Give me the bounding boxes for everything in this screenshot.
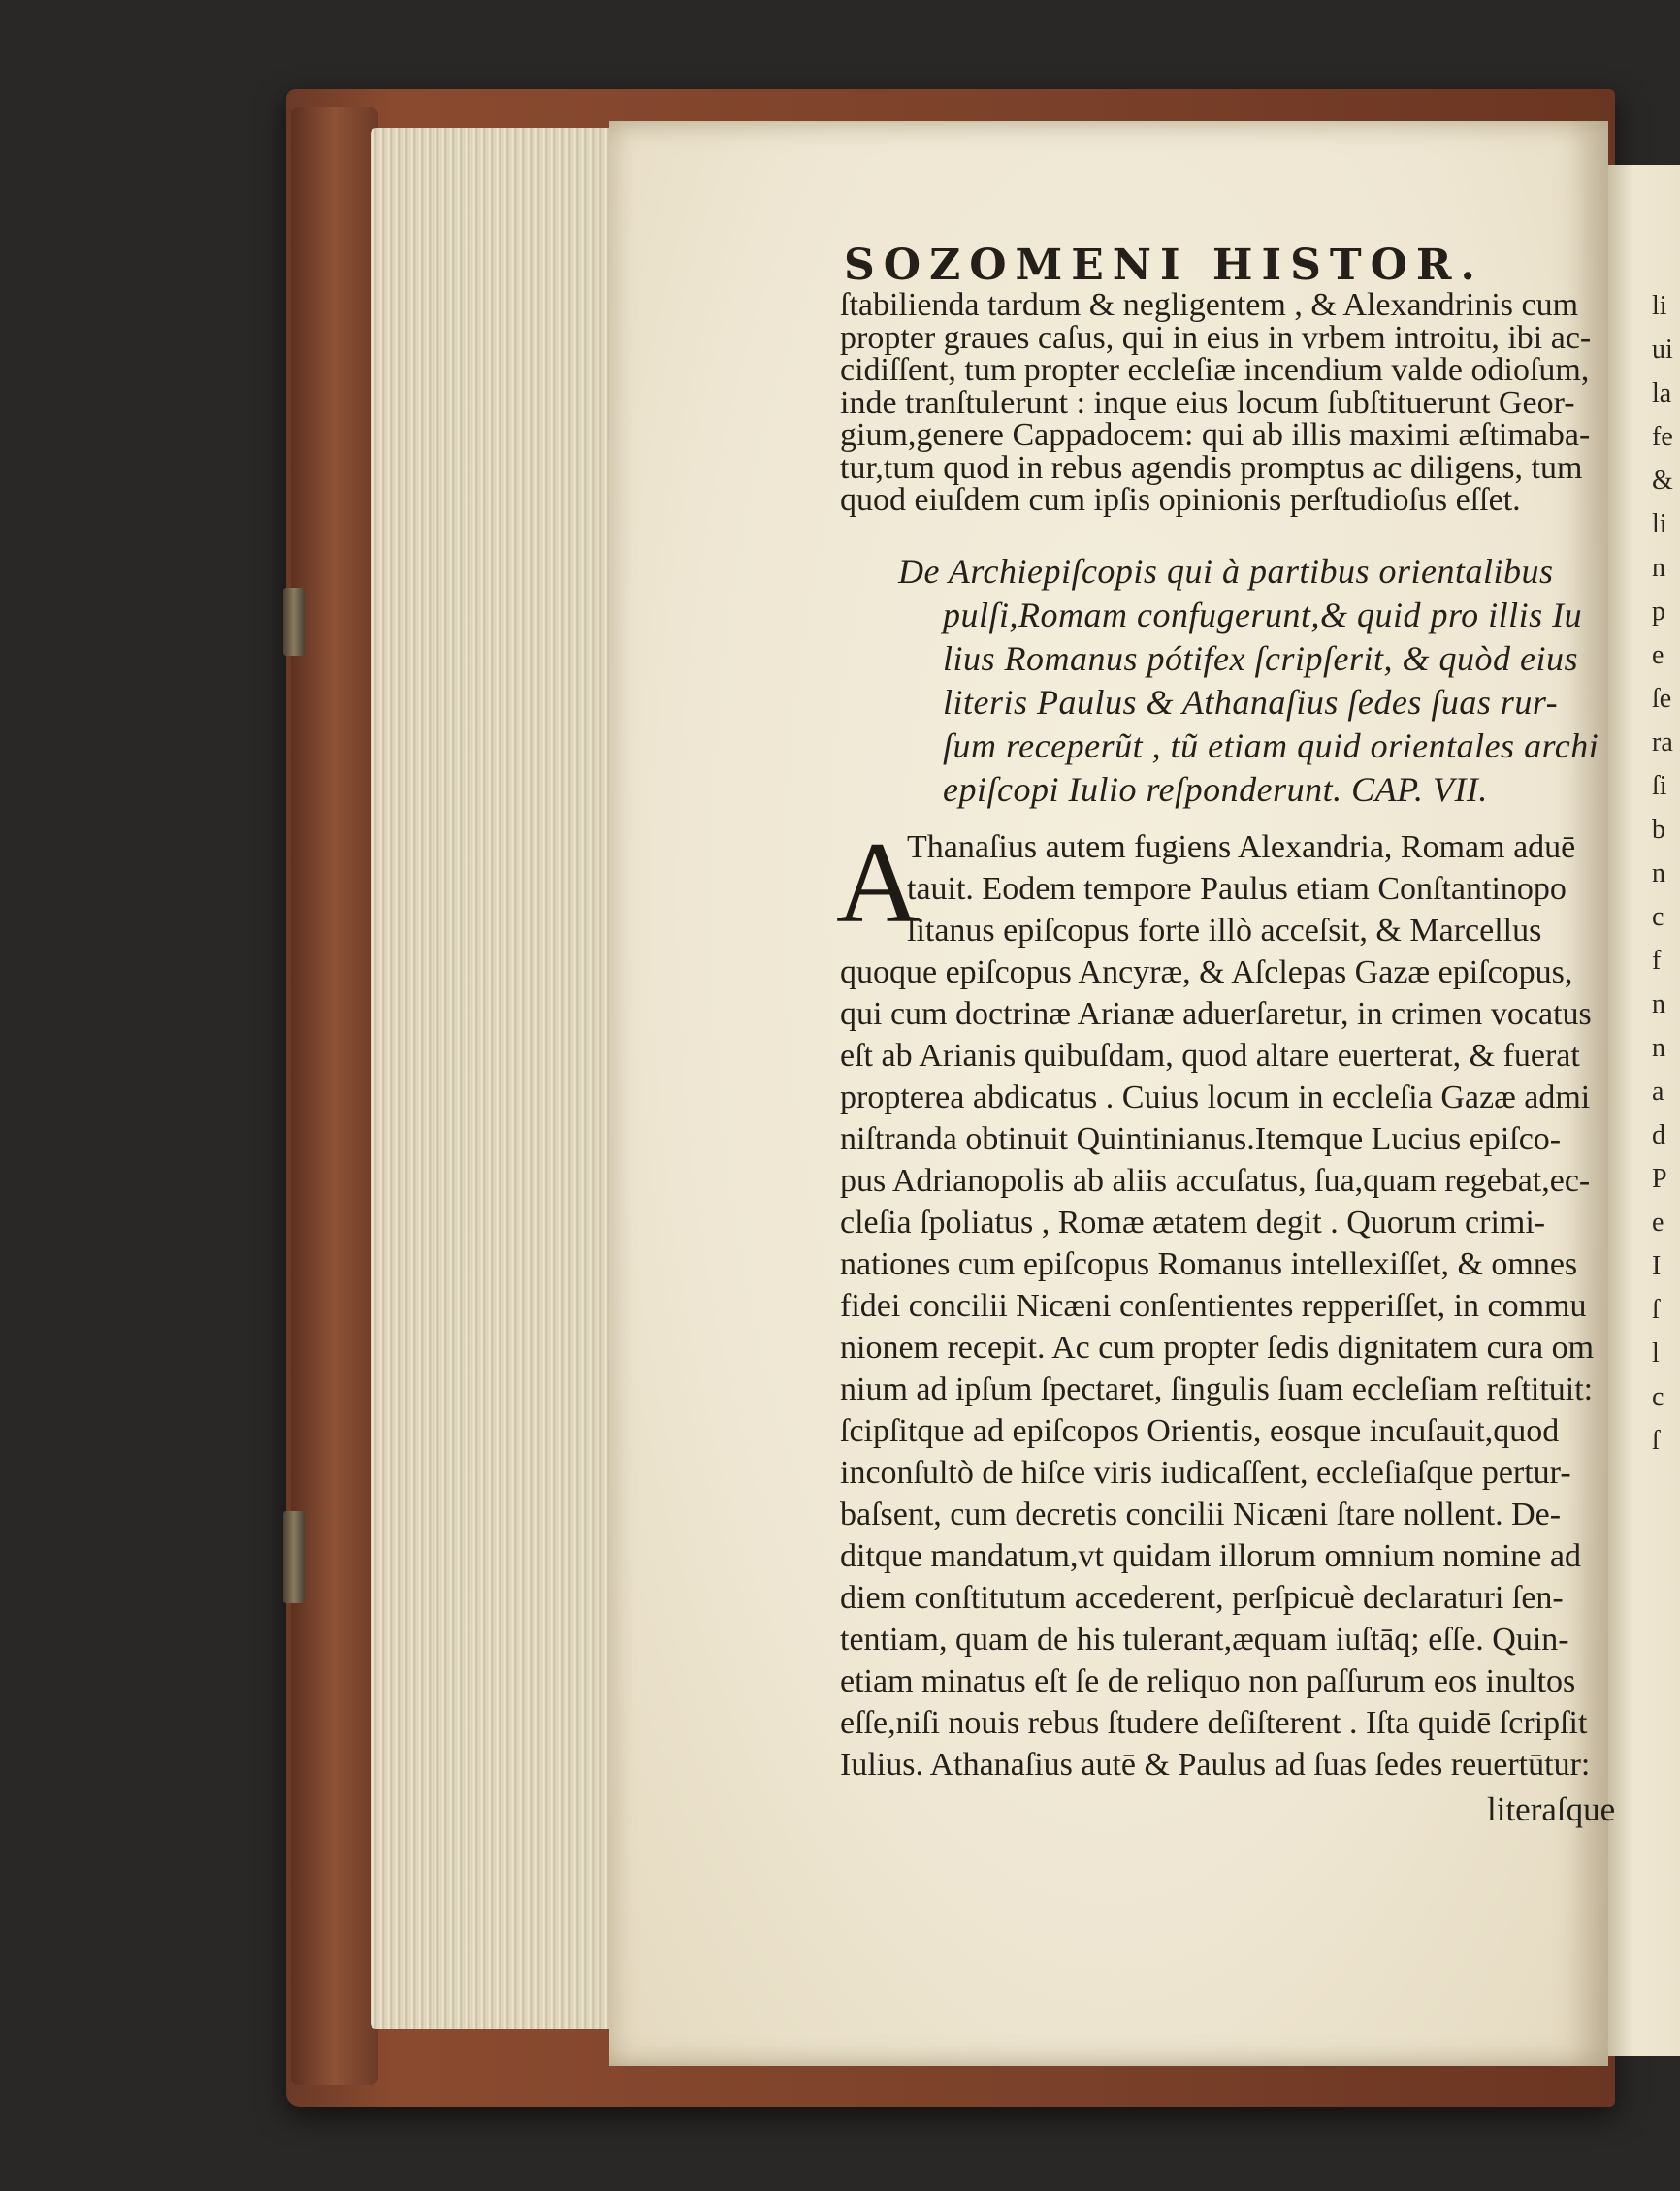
clasp-upper	[283, 588, 305, 656]
text-line: eſt ab Arianis quibuſdam, quod altare euerterat, & fuerat	[840, 1038, 1580, 1074]
facing-fragment: ui	[1652, 335, 1673, 365]
text-line: tur,tum quod in rebus agendis promptus ac diligens, tum	[840, 449, 1583, 486]
facing-fragment: fe	[1652, 422, 1673, 452]
facing-fragment: ra	[1652, 727, 1673, 757]
chapter-line: De Archiepiſcopis qui à partibus orientalibus	[898, 552, 1554, 591]
facing-fragment: e	[1652, 1208, 1664, 1238]
facing-fragment: p	[1652, 596, 1665, 627]
text-line: gium,genere Cappadocem: qui ab illis maximi æſtimaba-	[840, 417, 1591, 453]
text-line: tentiam, quam de his tulerant,æquam iuſtāq; eſſe. Quin-	[840, 1622, 1569, 1658]
text-line: pus Adrianopolis ab aliis accuſatus, ſua,quam regebat,ec-	[840, 1163, 1591, 1199]
text-line: tauit. Eodem tempore Paulus etiam Conſtantinopo	[907, 871, 1567, 907]
facing-fragment: I	[1652, 1251, 1662, 1281]
text-line: nionem recepit. Ac cum propter ſedis dignitatem cura om	[840, 1330, 1595, 1366]
chapter-line: ſum receperũt , tũ etiam quid orientales archi	[943, 726, 1599, 765]
text-line: eſſe,niſi nouis rebus ſtudere deſiſterent . Iſta quidē ſcripſit	[840, 1705, 1588, 1741]
facing-fragment: P	[1652, 1164, 1667, 1194]
facing-fragment: n	[1652, 989, 1665, 1019]
chapter-line: lius Romanus pótifex ſcripſerit, & quòd eius	[943, 639, 1578, 678]
chapter-line: literis Paulus & Athanaſius ſedes ſuas rur-	[943, 683, 1559, 722]
facing-fragment: ſ	[1652, 1295, 1660, 1325]
text-line: etiam minatus eſt ſe de reliquo non paſſurum eos inultos	[840, 1663, 1576, 1699]
facing-fragment: d	[1652, 1120, 1665, 1150]
facing-fragment: a	[1652, 1077, 1664, 1107]
text-line: ſcipſitque ad epiſcopos Orientis, eosque incuſauit,quod	[840, 1413, 1560, 1449]
facing-fragment: la	[1652, 378, 1672, 408]
facing-fragment: &	[1652, 466, 1673, 496]
facing-fragment: ſe	[1652, 684, 1672, 714]
text-line: propterea abdicatus . Cuius locum in eccleſia Gazæ admi	[840, 1079, 1591, 1115]
text-line: Iulius. Athanaſius autē & Paulus ad ſuas ſedes reuertūtur:	[840, 1747, 1591, 1783]
text-line: nium ad ipſum ſpectaret, ſingulis ſuam eccleſiam reſtituit:	[840, 1371, 1594, 1407]
text-line: quoque epiſcopus Ancyræ, & Aſclepas Gazæ epiſcopus,	[840, 954, 1573, 990]
page-stack-inner	[456, 136, 572, 2027]
clasp-lower	[283, 1511, 305, 1603]
catchword: literaſque	[1487, 1790, 1616, 1828]
text-line: ditque mandatum,vt quidam illorum omnium nomine ad	[840, 1538, 1581, 1574]
facing-fragment: f	[1652, 946, 1662, 976]
text-line: baſsent, cum decretis concilii Nicæni ſtare nollent. De-	[840, 1497, 1562, 1532]
text-line: cidiſſent, tum propter eccleſiæ incendium valde odioſum,	[840, 352, 1590, 388]
text-line: quod eiuſdem cum ipſis opinionis perſtudioſus eſſet.	[840, 482, 1521, 518]
facing-fragment: e	[1652, 640, 1664, 670]
cover-edge	[291, 107, 378, 2085]
facing-fragment: ſ	[1652, 1426, 1660, 1456]
text-line: nationes cum epiſcopus Romanus intellexiſſet, & omnes	[840, 1246, 1578, 1282]
text-line: propter graues caſus, qui in eius in vrbem introitu, ibi ac-	[840, 319, 1592, 356]
facing-fragment: li	[1652, 291, 1667, 321]
drop-cap: A	[836, 818, 921, 947]
text-line: inde tranſtulerunt : inque eius locum ſubſtituerunt Geor-	[840, 384, 1575, 421]
facing-page	[1608, 165, 1680, 2056]
facing-fragment: n	[1652, 858, 1665, 888]
running-head: SOZOMENI HISTOR.	[844, 241, 1484, 290]
text-line: cleſia ſpoliatus , Romæ ætatem degit . Quorum crimi-	[840, 1205, 1546, 1240]
chapter-line: epiſcopi Iulio reſponderunt. CAP. VII.	[943, 770, 1488, 809]
text-line: qui cum doctrinæ Arianæ aduerſaretur, in crimen vocatus	[840, 996, 1592, 1032]
facing-fragment: ſi	[1652, 771, 1667, 801]
text-line: ſtabilienda tardum & negligentem , & Alexandrinis cum	[840, 287, 1579, 323]
facing-fragment: n	[1652, 553, 1665, 583]
chapter-line: pulſi,Romam confugerunt,& quid pro illis Iu	[943, 596, 1583, 634]
text-line: Thanaſius autem fugiens Alexandria, Romam aduē	[907, 829, 1576, 865]
text-line: diem conſtitutum accederent, perſpicuè declaraturi ſen-	[840, 1580, 1564, 1616]
facing-fragment: li	[1652, 509, 1667, 539]
facing-fragment: b	[1652, 815, 1665, 845]
text-line: litanus epiſcopus forte illò acceſsit, & Marcellus	[907, 913, 1542, 949]
text-line: inconſultò de hiſce viris iudicaſſent, eccleſiaſque pertur-	[840, 1455, 1571, 1491]
facing-fragment: n	[1652, 1033, 1665, 1063]
text-line: niſtranda obtinuit Quintinianus.Itemque Lucius epiſco-	[840, 1121, 1562, 1157]
facing-fragment: c	[1652, 1382, 1664, 1412]
facing-fragment: c	[1652, 902, 1664, 932]
text-line: fidei concilii Nicæni conſentientes repperiſſet, in commu	[840, 1288, 1587, 1324]
facing-fragment: l	[1652, 1338, 1660, 1369]
